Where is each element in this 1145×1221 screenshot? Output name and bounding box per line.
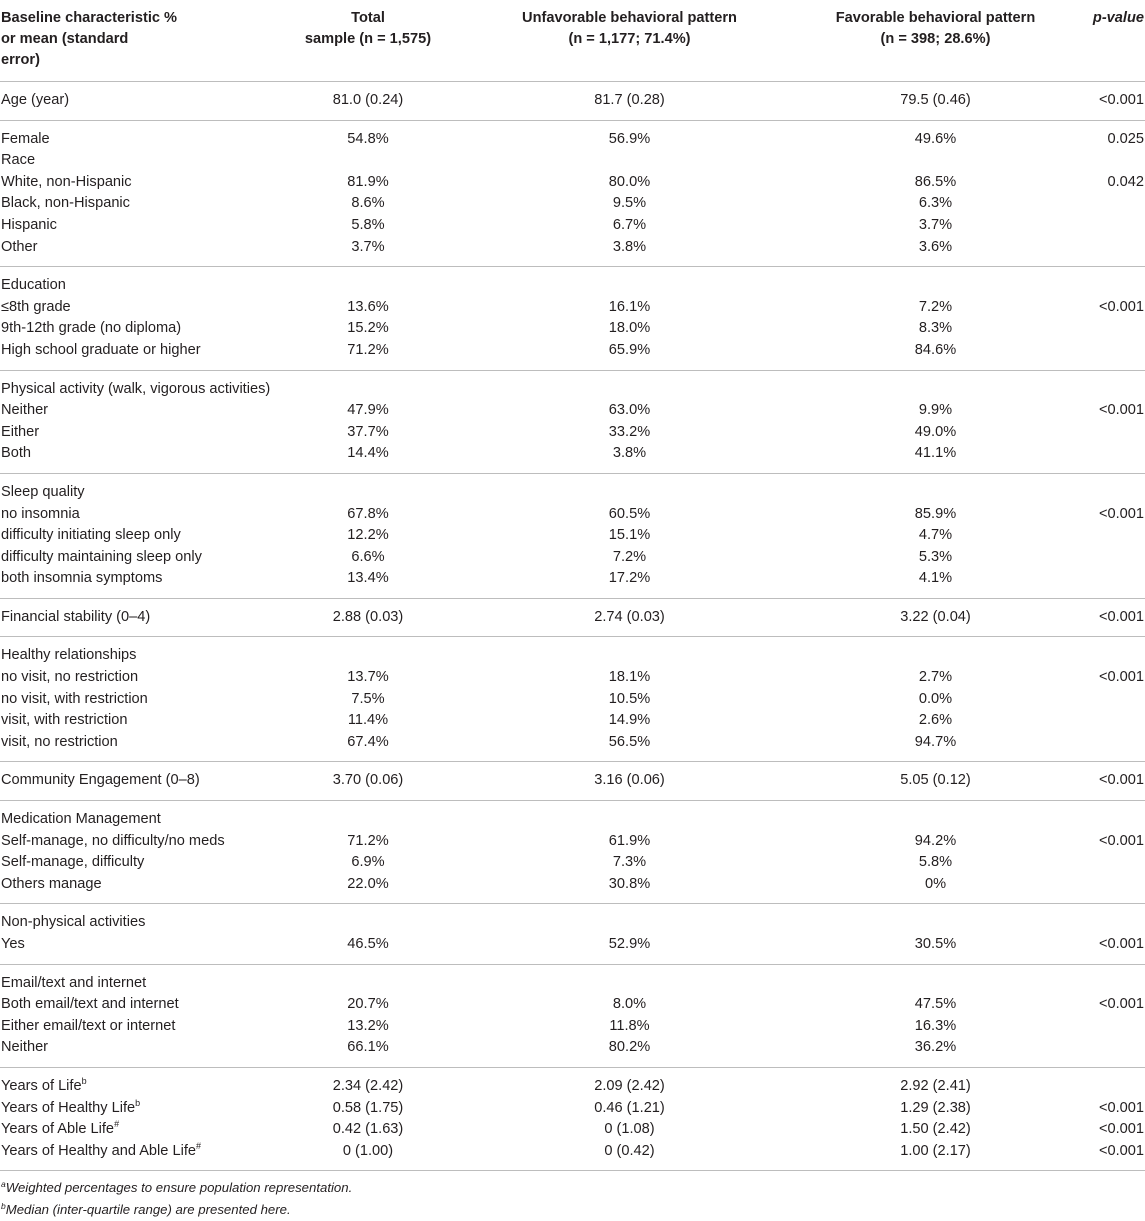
- cell-favorable: 4.1%: [791, 568, 1080, 598]
- row-label: ≤8th grade: [1, 298, 71, 315]
- table-row: [0, 82, 1145, 121]
- cell-unfavorable: 3.16 (0.06): [468, 762, 791, 801]
- cell-p-value: [1080, 1067, 1145, 1097]
- cell-favorable: 79.5 (0.46): [791, 82, 1080, 121]
- table-row: [0, 443, 1145, 473]
- cell-favorable: [791, 637, 1080, 667]
- cell-total: 0.42 (1.63): [332, 1121, 404, 1138]
- cell-unfavorable: 9.5%: [612, 195, 647, 212]
- row-label: no insomnia: [1, 505, 80, 522]
- row-label: Either: [1, 423, 40, 440]
- cell-favorable: 5.8%: [918, 854, 953, 871]
- table-row: [0, 637, 1145, 667]
- table-row: [0, 172, 1145, 194]
- table-row: [0, 422, 1145, 444]
- cell-p-value: <0.001: [1098, 996, 1144, 1013]
- row-group: [0, 82, 1145, 121]
- row-group: [0, 1067, 1145, 1170]
- cell-unfavorable: 2.09 (2.42): [594, 1077, 665, 1094]
- table-row: [0, 267, 1145, 297]
- cell-favorable: 1.29 (2.38): [900, 1099, 971, 1116]
- cell-favorable: 6.3%: [918, 195, 953, 212]
- row-label: Community Engagement (0–8): [0, 762, 268, 801]
- table-row: [0, 598, 1145, 637]
- row-label: Neither: [0, 1037, 268, 1067]
- row-label: Others manage: [0, 874, 268, 904]
- cell-unfavorable: [468, 964, 791, 994]
- cell-unfavorable: 18.0%: [608, 320, 651, 337]
- table-row: [0, 237, 1145, 267]
- table-row: [0, 1067, 1145, 1097]
- row-label: Either email/text or internet: [1, 1017, 176, 1034]
- cell-favorable: 86.5%: [914, 173, 957, 190]
- cell-unfavorable: 17.2%: [468, 568, 791, 598]
- cell-favorable: 1.00 (2.17): [791, 1141, 1080, 1171]
- footnote-marker: b: [135, 1097, 141, 1108]
- cell-total: [268, 637, 468, 667]
- row-group: [0, 637, 1145, 762]
- table-row: [0, 150, 1145, 172]
- table-row: [0, 934, 1145, 964]
- cell-total: 20.7%: [347, 996, 389, 1013]
- table-row: [0, 215, 1145, 237]
- cell-unfavorable: 10.5%: [608, 690, 651, 707]
- cell-total: [268, 370, 468, 400]
- cell-total: 3.7%: [268, 237, 468, 267]
- cell-unfavorable: [468, 637, 791, 667]
- cell-favorable: 36.2%: [791, 1037, 1080, 1067]
- cell-p-value: [1080, 525, 1145, 547]
- cell-unfavorable: 81.7 (0.28): [468, 82, 791, 121]
- row-group: [0, 964, 1145, 1067]
- table-row: [0, 762, 1145, 801]
- cell-favorable: 0%: [791, 874, 1080, 904]
- cell-unfavorable: 16.1%: [608, 298, 651, 315]
- footnote-marker: #: [196, 1140, 202, 1151]
- row-label: High school graduate or higher: [0, 340, 268, 370]
- table-row: [0, 193, 1145, 215]
- cell-p-value: [1080, 568, 1145, 598]
- cell-favorable: 84.6%: [791, 340, 1080, 370]
- cell-favorable: 85.9%: [914, 505, 957, 522]
- cell-p-value: [1080, 473, 1145, 503]
- cell-favorable: 0.0%: [918, 690, 953, 707]
- cell-total: 15.2%: [347, 320, 389, 337]
- row-label: Years of Able Life#: [1, 1119, 120, 1138]
- table-row: [0, 852, 1145, 874]
- cell-unfavorable: 0 (0.42): [468, 1141, 791, 1171]
- cell-favorable: 2.92 (2.41): [900, 1077, 971, 1094]
- cell-p-value: <0.001: [1098, 298, 1144, 315]
- cell-unfavorable: 61.9%: [608, 832, 651, 849]
- cell-favorable: 94.7%: [791, 732, 1080, 762]
- footnote: $^b$Median (inter-quartile range) are presented here.: [1, 1201, 291, 1218]
- cell-p-value: <0.001: [1080, 1141, 1145, 1171]
- cell-favorable: 5.05 (0.12): [791, 762, 1080, 801]
- row-label: Years of Healthy Life$^b$: [1, 1097, 141, 1116]
- cell-total: [268, 904, 468, 934]
- cell-favorable: [791, 904, 1080, 934]
- table-row: [0, 1141, 1145, 1171]
- cell-p-value: [1080, 964, 1145, 994]
- row-label: Non-physical activities: [1, 914, 146, 931]
- row-label: visit, no restriction: [0, 732, 268, 762]
- row-label: Self-manage, no difficulty/no meds: [1, 832, 225, 849]
- cell-unfavorable: [468, 267, 791, 297]
- cell-total: 5.8%: [351, 216, 385, 233]
- cell-total: [268, 267, 468, 297]
- row-group: [0, 904, 1145, 964]
- cell-favorable: 30.5%: [791, 934, 1080, 964]
- table-row: [0, 297, 1145, 319]
- cell-total: 0.58 (1.75): [332, 1099, 404, 1116]
- table-row: [0, 525, 1145, 547]
- cell-total: 13.2%: [347, 1017, 389, 1034]
- cell-total: 67.4%: [268, 732, 468, 762]
- cell-total: 0 (1.00): [268, 1141, 468, 1171]
- cell-p-value: [1080, 689, 1145, 711]
- table-row: [0, 874, 1145, 904]
- cell-favorable: 4.7%: [918, 527, 953, 544]
- cell-unfavorable: [468, 370, 791, 400]
- row-label: Years of Healthy and Able Life#: [0, 1141, 268, 1171]
- row-label: 9th-12th grade (no diploma): [1, 320, 182, 337]
- cell-total: 67.8%: [347, 505, 389, 522]
- cell-total: 13.6%: [347, 298, 389, 315]
- cell-unfavorable: 52.9%: [468, 934, 791, 964]
- cell-favorable: 3.22 (0.04): [791, 598, 1080, 637]
- table-row: [0, 994, 1145, 1016]
- cell-p-value: <0.001: [1098, 402, 1144, 419]
- row-label: Years of Life$^b$: [1, 1075, 87, 1094]
- cell-unfavorable: [468, 150, 791, 172]
- cell-total: [268, 150, 468, 172]
- row-label: Yes: [0, 934, 268, 964]
- cell-unfavorable: [468, 801, 791, 831]
- cell-p-value: [1080, 1037, 1145, 1067]
- cell-unfavorable: 6.7%: [612, 216, 647, 233]
- cell-p-value: [1080, 267, 1145, 297]
- header-unfavorable-pattern: Unfavorable behavioral pattern (n = 1,177; 71.4%): [468, 0, 791, 82]
- table-row: [0, 1098, 1145, 1120]
- cell-total: 12.2%: [347, 527, 389, 544]
- row-label: Education: [1, 277, 66, 294]
- cell-favorable: [791, 964, 1080, 994]
- cell-unfavorable: 0 (1.08): [604, 1121, 655, 1138]
- cell-unfavorable: 30.8%: [468, 874, 791, 904]
- row-group: [0, 598, 1145, 637]
- header-favorable-pattern: Favorable behavioral pattern (n = 398; 28.6%): [791, 0, 1080, 82]
- cell-p-value: 0.025: [1107, 130, 1144, 147]
- table-row: [0, 318, 1145, 340]
- cell-favorable: 2.6%: [918, 712, 953, 729]
- cell-total: 14.4%: [268, 443, 468, 473]
- row-group: [0, 267, 1145, 370]
- table-row: [0, 400, 1145, 422]
- cell-p-value: [1080, 732, 1145, 762]
- row-label: Self-manage, difficulty: [1, 854, 145, 871]
- cell-favorable: 3.7%: [918, 216, 953, 233]
- cell-p-value: [1080, 340, 1145, 370]
- row-label: Neither: [1, 402, 49, 419]
- cell-unfavorable: 3.8%: [468, 237, 791, 267]
- cell-p-value: [1080, 443, 1145, 473]
- row-label: Medication Management: [1, 811, 161, 828]
- row-label: both insomnia symptoms: [0, 568, 268, 598]
- table-row: [0, 710, 1145, 732]
- cell-total: 6.9%: [351, 854, 385, 871]
- cell-total: 2.88 (0.03): [268, 598, 468, 637]
- table-row: [0, 370, 1145, 400]
- cell-unfavorable: 33.2%: [608, 423, 651, 440]
- row-label: Both email/text and internet: [1, 996, 179, 1013]
- table-row: [0, 904, 1145, 934]
- cell-p-value: [1080, 1016, 1145, 1038]
- cell-favorable: 49.0%: [914, 423, 957, 440]
- cell-favorable: 16.3%: [914, 1017, 957, 1034]
- cell-favorable: [791, 370, 1080, 400]
- cell-favorable: [791, 150, 1080, 172]
- cell-total: 47.9%: [347, 402, 389, 419]
- row-group: [0, 762, 1145, 801]
- footnote: $^a$Weighted percentages to ensure population representation.: [1, 1179, 353, 1196]
- table-row: [0, 801, 1145, 831]
- cell-total: 66.1%: [268, 1037, 468, 1067]
- cell-total: 3.70 (0.06): [268, 762, 468, 801]
- row-label: no visit, with restriction: [1, 690, 148, 707]
- cell-unfavorable: 60.5%: [608, 505, 651, 522]
- table-row: [0, 1016, 1145, 1038]
- cell-total: 8.6%: [351, 195, 385, 212]
- header-p-value: p-value: [1080, 0, 1145, 82]
- cell-favorable: 94.2%: [914, 832, 957, 849]
- cell-total: 6.6%: [351, 548, 385, 565]
- cell-total: 13.7%: [347, 669, 389, 686]
- table-row: [0, 120, 1145, 150]
- cell-unfavorable: 7.3%: [612, 854, 647, 871]
- cell-total: 22.0%: [268, 874, 468, 904]
- row-label: Black, non-Hispanic: [1, 195, 130, 212]
- table-row: [0, 504, 1145, 526]
- row-label: Financial stability (0–4): [0, 598, 268, 637]
- row-label: Age (year): [0, 82, 268, 121]
- cell-p-value: [1080, 370, 1145, 400]
- cell-unfavorable: 80.0%: [608, 173, 651, 190]
- row-label: Healthy relationships: [1, 647, 137, 664]
- cell-p-value: <0.001: [1098, 505, 1144, 522]
- cell-p-value: <0.001: [1098, 669, 1144, 686]
- table-row: [0, 831, 1145, 853]
- cell-p-value: [1080, 150, 1145, 172]
- cell-favorable: 3.6%: [791, 237, 1080, 267]
- cell-total: 11.4%: [347, 712, 389, 729]
- cell-unfavorable: 80.2%: [468, 1037, 791, 1067]
- row-group: [0, 120, 1145, 267]
- cell-favorable: 8.3%: [918, 320, 953, 337]
- cell-favorable: 7.2%: [918, 298, 953, 315]
- footnote-marker: #: [114, 1119, 120, 1130]
- table-row: [0, 1037, 1145, 1067]
- cell-unfavorable: 63.0%: [608, 402, 651, 419]
- cell-p-value: [1080, 801, 1145, 831]
- cell-p-value: [1080, 237, 1145, 267]
- row-label: Email/text and internet: [1, 974, 147, 991]
- cell-p-value: <0.001: [1080, 762, 1145, 801]
- cell-total: [268, 473, 468, 503]
- row-label: Hispanic: [1, 216, 57, 233]
- table-row: [0, 1119, 1145, 1141]
- cell-favorable: [791, 473, 1080, 503]
- row-label: White, non-Hispanic: [1, 173, 132, 190]
- cell-unfavorable: 2.74 (0.03): [468, 598, 791, 637]
- cell-p-value: <0.001: [1098, 1099, 1144, 1116]
- table-row: [0, 732, 1145, 762]
- row-label: difficulty maintaining sleep only: [1, 548, 202, 565]
- cell-total: 71.2%: [347, 832, 389, 849]
- cell-favorable: 2.7%: [918, 669, 953, 686]
- cell-p-value: [1080, 852, 1145, 874]
- cell-total: [268, 964, 468, 994]
- cell-total: 81.9%: [347, 173, 389, 190]
- cell-total: 71.2%: [268, 340, 468, 370]
- cell-total: 37.7%: [347, 423, 389, 440]
- cell-favorable: 47.5%: [914, 996, 957, 1013]
- cell-p-value: <0.001: [1098, 1121, 1144, 1138]
- cell-total: 54.8%: [347, 130, 389, 147]
- row-label: Race: [1, 152, 36, 169]
- cell-p-value: [1080, 193, 1145, 215]
- table-row: [0, 547, 1145, 569]
- row-label: difficulty initiating sleep only: [1, 527, 181, 544]
- cell-favorable: 41.1%: [791, 443, 1080, 473]
- cell-favorable: [791, 801, 1080, 831]
- header-total-sample: Total sample (n = 1,575): [268, 0, 468, 82]
- row-group: [0, 801, 1145, 904]
- row-group: [0, 473, 1145, 598]
- cell-total: 2.34 (2.42): [332, 1077, 404, 1094]
- table-header: [0, 0, 1145, 82]
- cell-p-value: [1080, 318, 1145, 340]
- cell-total: [268, 801, 468, 831]
- cell-p-value: <0.001: [1080, 82, 1145, 121]
- cell-total: 13.4%: [268, 568, 468, 598]
- row-label: Physical activity (walk, vigorous activities): [1, 380, 271, 397]
- table-row: [0, 568, 1145, 598]
- header-characteristic: Baseline characteristic % or mean (standard error): [0, 0, 268, 82]
- table-row: [0, 667, 1145, 689]
- table-row: [0, 473, 1145, 503]
- row-label: Female: [1, 130, 50, 147]
- cell-p-value: <0.001: [1080, 598, 1145, 637]
- cell-unfavorable: 15.1%: [608, 527, 651, 544]
- cell-favorable: 5.3%: [918, 548, 953, 565]
- cell-unfavorable: 3.8%: [468, 443, 791, 473]
- cell-favorable: [791, 267, 1080, 297]
- cell-p-value: [1080, 710, 1145, 732]
- cell-p-value: [1080, 215, 1145, 237]
- cell-unfavorable: 11.8%: [609, 1017, 650, 1034]
- cell-p-value: [1080, 637, 1145, 667]
- cell-total: 46.5%: [268, 934, 468, 964]
- cell-p-value: 0.042: [1107, 173, 1144, 190]
- cell-p-value: [1080, 422, 1145, 444]
- cell-unfavorable: 14.9%: [608, 712, 651, 729]
- row-group: [0, 370, 1145, 473]
- table-row: [0, 689, 1145, 711]
- table-row: [0, 340, 1145, 370]
- cell-unfavorable: 56.5%: [468, 732, 791, 762]
- cell-unfavorable: [468, 473, 791, 503]
- table-footnotes: [0, 1177, 1145, 1221]
- row-label: Sleep quality: [1, 483, 85, 500]
- cell-favorable: 9.9%: [918, 402, 953, 419]
- cell-favorable: 1.50 (2.42): [900, 1121, 971, 1138]
- cell-unfavorable: 65.9%: [468, 340, 791, 370]
- cell-unfavorable: 18.1%: [608, 669, 651, 686]
- row-label: Other: [0, 237, 268, 267]
- table-row: [0, 964, 1145, 994]
- cell-p-value: <0.001: [1098, 832, 1144, 849]
- row-label: no visit, no restriction: [1, 669, 139, 686]
- cell-p-value: <0.001: [1080, 934, 1145, 964]
- cell-unfavorable: 56.9%: [608, 130, 651, 147]
- cell-p-value: [1080, 874, 1145, 904]
- cell-unfavorable: 0.46 (1.21): [594, 1099, 665, 1116]
- cell-unfavorable: [468, 904, 791, 934]
- cell-total: 81.0 (0.24): [268, 82, 468, 121]
- cell-p-value: [1080, 904, 1145, 934]
- cell-unfavorable: 8.0%: [612, 996, 647, 1013]
- cell-total: 7.5%: [351, 690, 385, 707]
- cell-unfavorable: 7.2%: [612, 548, 647, 565]
- footnote-marker: b: [81, 1075, 87, 1086]
- cell-favorable: 49.6%: [914, 130, 957, 147]
- row-label: Both: [0, 443, 268, 473]
- cell-p-value: [1080, 547, 1145, 569]
- row-label: visit, with restriction: [1, 712, 128, 729]
